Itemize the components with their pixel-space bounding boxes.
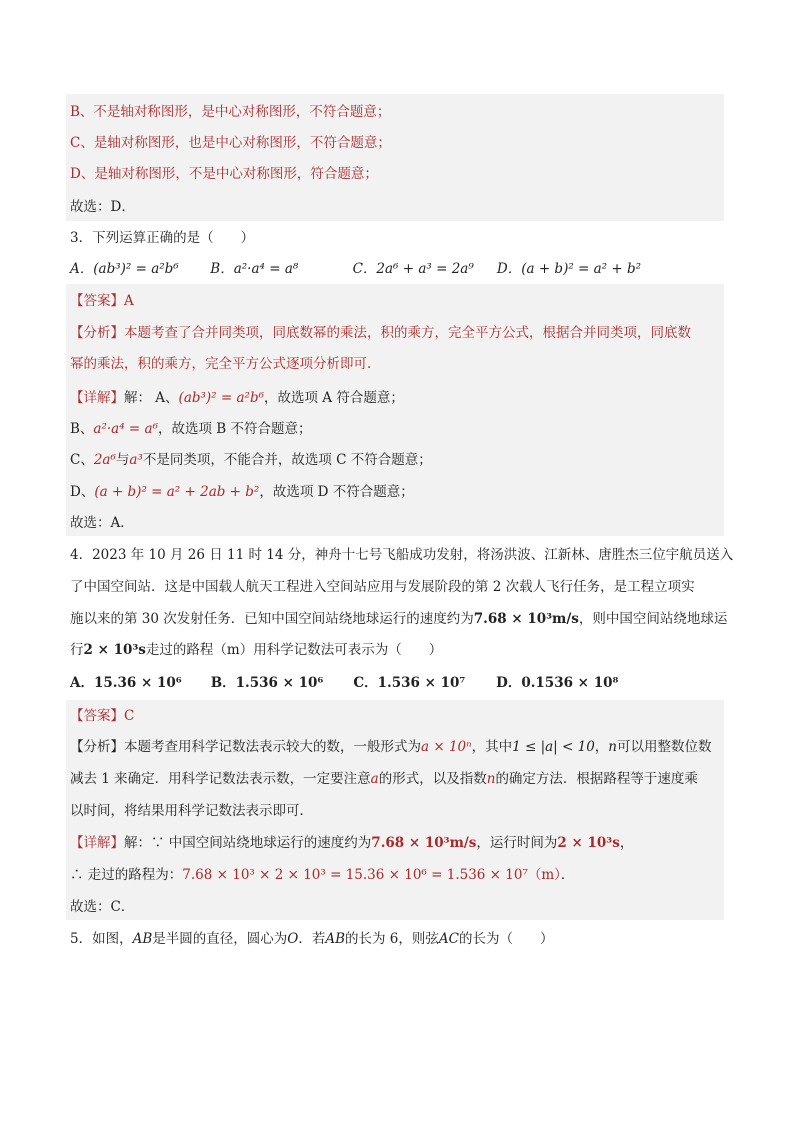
q4-options bbox=[70, 674, 618, 692]
q3-option-b: B．a²·a⁴ = a⁸ bbox=[210, 261, 299, 277]
q3-option-c: C．2a⁶ + a³ = 2a⁹ bbox=[352, 261, 474, 277]
q3-answer: 【答案】A bbox=[70, 293, 134, 309]
q4-question-4: 行2 × 10³s走过的路程（m）用科学记数法可表示为（ ） bbox=[70, 642, 443, 658]
q4-question-2: 了中国空间站．这是中国载人航天工程进入空间站应用与发展阶段的第 2 次载人飞行任务，是工程立项实 bbox=[70, 579, 695, 595]
q4-detail-1: 【详解】解：∵ 中国空间站绕地球运行的速度约为7.68 × 10³m/s，运行时间为2 × 10³s， bbox=[70, 835, 634, 851]
q5-question: 5．如图，AB是半圆的直径，圆心为O．若AB的长为 6，则弦AC的长为（ ） bbox=[70, 931, 554, 947]
q4-answer: 【答案】C bbox=[70, 708, 135, 724]
q4-analysis-1: 【分析】本题考查用科学记数法表示较大的数，一般形式为a × 10ⁿ，其中1 ≤ |a| < 10，n可以用整数位数 bbox=[70, 739, 712, 755]
q3-options bbox=[70, 260, 641, 278]
q3-analysis-1: 【分析】本题考查了合并同类项，同底数幂的乘法，积的乘方，完全平方公式，根据合并同类项，同底数 bbox=[70, 325, 691, 341]
q3-question: 3．下列运算正确的是（ ） bbox=[70, 230, 255, 246]
q2-detail-d: D、是轴对称图形，不是中心对称图形，符合题意； bbox=[70, 166, 378, 182]
q4-choice: 故选：C． bbox=[70, 899, 135, 915]
q3-detail-a: 【详解】解： A、(ab³)² = a²b⁶，故选项 A 符合题意； bbox=[70, 390, 404, 406]
q3-choice: 故选：A． bbox=[70, 515, 134, 531]
q3-option-d: D．(a + b)² = a² + b² bbox=[496, 261, 642, 277]
q3-detail-d: D、(a + b)² = a² + 2ab + b²，故选项 D 不符合题意； bbox=[70, 484, 414, 500]
q3-analysis-2: 幂的乘法，积的乘方，完全平方公式逐项分析即可． bbox=[70, 356, 381, 372]
q3-detail-b: B、a²·a⁴ = a⁶，故选项 B 不符合题意； bbox=[70, 421, 312, 437]
q4-option-b: B．1.536 × 10⁶ bbox=[210, 675, 324, 691]
q4-analysis-2: 减去 1 来确定．用科学记数法表示数，一定要注意a的形式，以及指数n的确定方法．根据路程等于速度乘 bbox=[70, 771, 698, 787]
q4-analysis-3: 以时间，将结果用科学记数法表示即可． bbox=[70, 803, 313, 819]
q3-option-a: A．(ab³)² = a²b⁶ bbox=[70, 261, 179, 277]
q4-question-3: 施以来的第 30 次发射任务．已知中国空间站绕地球运行的速度约为7.68 × 10³m/s，则中国空间站绕地球运 bbox=[70, 611, 728, 627]
q2-choice: 故选：D． bbox=[70, 199, 135, 215]
q4-option-a: A．15.36 × 10⁶ bbox=[70, 675, 182, 691]
q2-detail-c: C、是轴对称图形，也是中心对称图形，不符合题意； bbox=[70, 135, 391, 151]
q4-option-c: C．1.536 × 10⁷ bbox=[353, 675, 466, 691]
q2-detail-b: B、不是轴对称图形，是中心对称图形，不符合题意； bbox=[70, 104, 391, 120]
q4-option-d: D．0.1536 × 10⁸ bbox=[496, 675, 619, 691]
q4-question-1: 4．2023 年 10 月 26 日 11 时 14 分，神舟十七号飞船成功发射，将汤洪波、江新林、唐胜杰三位宇航员送入 bbox=[70, 547, 734, 563]
q3-detail-c: C、2a⁶与a³不是同类项，不能合并，故选项 C 不符合题意； bbox=[70, 452, 432, 468]
q4-detail-2: ∴ 走过的路程为：7.68 × 10³ × 2 × 10³ = 15.36 × 10⁶ = 1.536 × 10⁷（m）． bbox=[70, 867, 575, 883]
